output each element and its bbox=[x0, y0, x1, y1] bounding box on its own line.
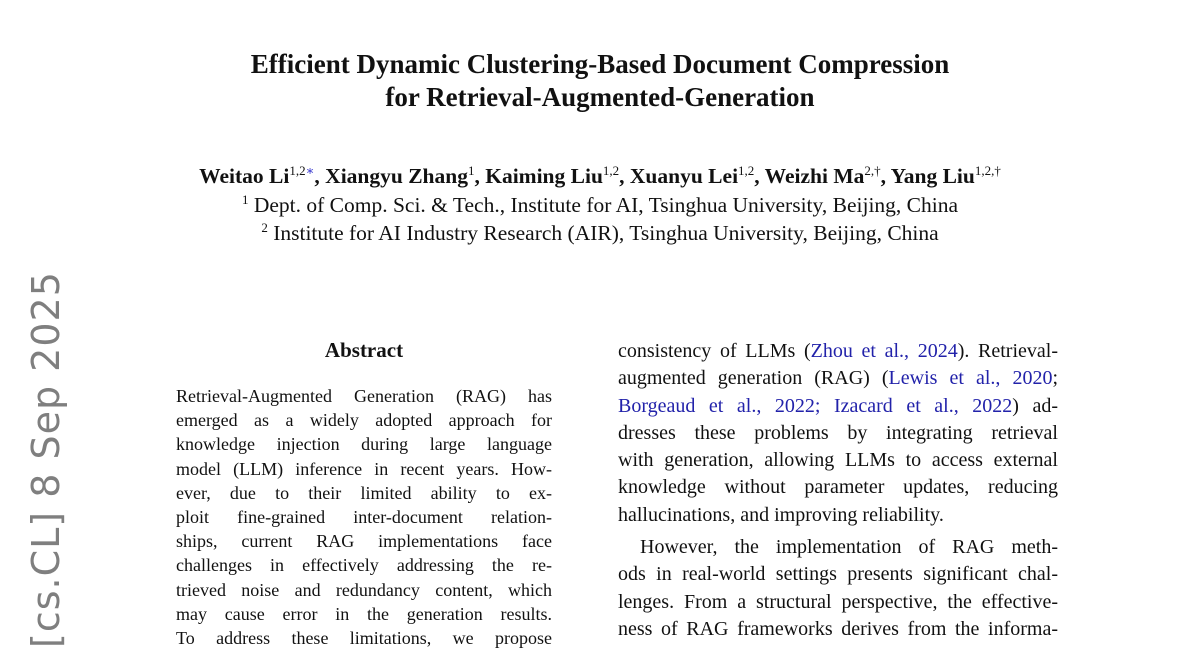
abstract-line: ships, current RAG implementations face bbox=[176, 531, 552, 552]
abstract-line: ploit fine-grained inter-document relation- bbox=[176, 506, 552, 527]
author-separator: , bbox=[474, 164, 480, 188]
intro-line: hallucinations, and improving reliability. bbox=[618, 503, 944, 526]
intro-text: augmented generation (RAG) ( bbox=[618, 367, 889, 390]
abstract-line: knowledge injection during large language bbox=[176, 434, 552, 455]
intro-line: lenges. From a structural perspective, the effective- bbox=[618, 590, 1058, 613]
intro-line bbox=[618, 393, 1058, 420]
author-name: Weizhi Ma bbox=[764, 164, 865, 188]
affiliation-text: Institute for AI Industry Research (AIR), Tsinghua University, Beijing, China bbox=[273, 221, 939, 245]
author-superscript: 1,2 bbox=[602, 163, 620, 178]
author-superscript: 1,2 bbox=[738, 163, 755, 178]
author-name: Xuanyu Lei bbox=[629, 164, 739, 188]
citation-link[interactable]: Lewis et al., 2020 bbox=[888, 367, 1053, 390]
abstract-line: may cause error in the generation results. bbox=[176, 603, 552, 624]
author-name: Weitao Li bbox=[199, 164, 290, 188]
title-line-1: Efficient Dynamic Clustering-Based Document Compression bbox=[250, 49, 950, 79]
abstract-line: To address these limitations, we propose bbox=[176, 627, 552, 648]
citation-separator: ; bbox=[814, 394, 834, 417]
intro-line: However, the implementation of RAG meth- bbox=[640, 536, 1058, 559]
affiliation-2 bbox=[0, 219, 1200, 247]
abstract-line: ever, due to their limited ability to ex- bbox=[176, 482, 552, 503]
intro-text: ; bbox=[1052, 367, 1059, 390]
author-list bbox=[0, 162, 1200, 190]
citation-link[interactable]: Borgeaud et al., 2022 bbox=[618, 394, 815, 417]
intro-line: ness of RAG frameworks derives from the informa- bbox=[618, 617, 1058, 640]
intro-line bbox=[618, 338, 1058, 365]
affiliation-text: Dept. of Comp. Sci. & Tech., Institute for AI, Tsinghua University, Beijing, China bbox=[253, 193, 959, 217]
abstract-line: trieved noise and redundancy content, which bbox=[176, 579, 552, 600]
affiliation-marker: 2 bbox=[261, 220, 268, 235]
author-superscript: 1,2 bbox=[289, 163, 306, 178]
abstract-line: model (LLM) inference in recent years. How- bbox=[176, 458, 552, 479]
title-line-2: for Retrieval-Augmented-Generation bbox=[385, 82, 815, 112]
author-superscript: 1,2,† bbox=[974, 163, 1001, 178]
arxiv-side-stamp: [cs.CL] 8 Sep 2025 bbox=[24, 271, 68, 648]
author-separator: , bbox=[880, 164, 887, 188]
intro-column bbox=[618, 338, 1058, 643]
intro-line: with generation, allowing LLMs to access external bbox=[618, 449, 1058, 472]
intro-text: ). Retrieval- bbox=[957, 340, 1058, 362]
abstract-line: emerged as a widely adopted approach for bbox=[176, 410, 552, 431]
affiliation-marker: 1 bbox=[241, 192, 249, 207]
author-name: Kaiming Liu bbox=[485, 164, 603, 188]
author-separator: , bbox=[754, 164, 760, 188]
intro-text: consistency of LLMs ( bbox=[618, 340, 811, 362]
abstract-heading: Abstract bbox=[324, 338, 404, 362]
intro-line: knowledge without parameter updates, reducing bbox=[618, 476, 1058, 499]
paper-title bbox=[0, 48, 1200, 114]
intro-line: ods in real-world settings presents significant chal- bbox=[618, 563, 1058, 586]
intro-line: dresses these problems by integrating retrieval bbox=[618, 421, 1058, 444]
author-superscript: 2,† bbox=[864, 163, 881, 178]
abstract-line: challenges in effectively addressing the re- bbox=[176, 555, 552, 576]
author-name: Xiangyu Zhang bbox=[325, 164, 468, 188]
abstract-body bbox=[176, 384, 552, 650]
author-separator: , bbox=[314, 164, 320, 188]
author-superscript: 1 bbox=[467, 163, 475, 178]
citation-link[interactable]: Zhou et al., 2024 bbox=[810, 340, 958, 362]
author-name: Yang Liu bbox=[890, 164, 975, 188]
corresponding-mark-link[interactable]: ∗ bbox=[305, 163, 315, 178]
citation-link[interactable]: Izacard et al., 2022 bbox=[833, 394, 1013, 417]
intro-text: ) ad- bbox=[1012, 394, 1058, 417]
intro-line bbox=[618, 365, 1058, 392]
author-separator: , bbox=[619, 164, 625, 188]
abstract-line: Retrieval-Augmented Generation (RAG) has bbox=[176, 386, 552, 406]
affiliation-1 bbox=[0, 191, 1200, 219]
